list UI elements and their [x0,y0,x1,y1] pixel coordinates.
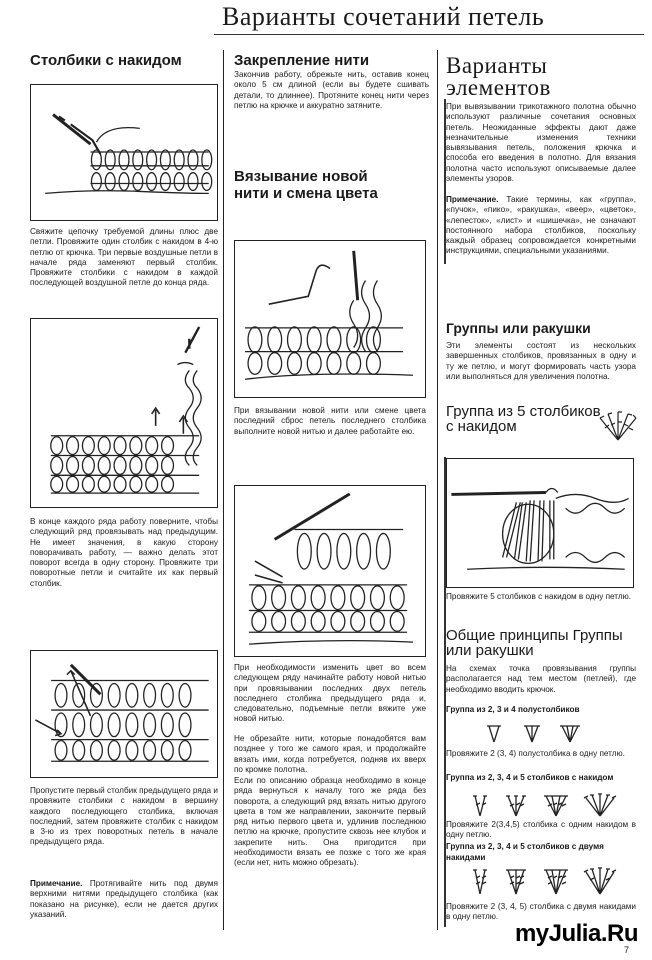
heading-principles: Общие принципы Группы или ракушки [446,627,623,659]
group-caption-dc: Провяжите 2(3,4,5) столбика с одним накидом в одну петлю. [446,820,636,840]
title-rule [214,34,644,35]
col2-paragraph-2: При вязывании новой нити или смене цвета последний сброс петель последнего столбика выполните новой нитью и далее работайте ею. [234,406,426,436]
note-label: Примечание. [30,879,83,888]
col2-paragraph-1: Закончив работу, обрежьте нить, оставив конец около 5 см длиной (если вы будете сшивать детали, то длиннее). Протяните конец нити через петлю на крючке и аккуратно затяните. [234,70,429,110]
logo-julia: Julia [548,920,601,947]
figure-double-crochet-3 [30,650,218,778]
heading-double-crochet: Столбики с накидом [30,52,182,69]
note-text: Протягивайте нить под двумя верхними нитями предыдущего столбика (как показано на рисунке), если не дается других указаний. [30,879,218,919]
col2-paragraph-3: При необходимости изменить цвет во всем следующем ряду начинайте работу новой нитью при провязывании последних двух петель последнего столбика предыдущего ряда и, следовательно, подъемные петли вяжите уже новой нитью. [234,663,426,724]
site-logo [515,920,638,948]
logo-my: my [514,920,549,947]
figure-color-change [234,485,426,657]
heading-group-5: Группа из 5 столбиков с накидом [446,403,601,435]
figure-group-5 [446,458,634,588]
group-label-half-dc: Группа из 2, 3 и 4 полустолбиков [446,705,580,714]
col3-note [446,195,636,257]
col2-paragraph-4: Не обрезайте нити, которые понадобятся вам позднее у того же самого края, и продолжайте вязать ими, когда потребуется, подняв их вверх по кромке полотна. [234,734,426,774]
figure-join-yarn [234,240,426,398]
principles-text: На схемах точка провязывания группы располагается над тем местом (петлей), где необходимо вводить крючок. [446,664,636,694]
group-5-symbol-icon [598,410,638,442]
col3-paragraph-1: При вывязывании трикотажного полотна обычно используют различные сочетания основных петель. Неожиданные эффекты дают даже незначительные изменения техники вывязывания петель, положения крючка и способа его введения в полотно. Для вязания полотна часто используют описываемые далее элементы узоров. [446,102,636,184]
group-caption-tr: Провяжите 2 (3, 4, 5) столбика с двумя накидами в одну петлю. [446,902,636,922]
half-dc-group-symbols-icon [486,722,586,744]
group-label-tr: Группа из 2, 3, 4 и 5 столбиков с двумя накидами [446,842,604,862]
heading-groups: Группы или ракушки [446,320,591,336]
col3-groups-text: Эти элементы состоят из нескольких завершенных столбиков, провязанных в одну и ту же петлю, и могут формировать часть узора или выполняться для увеличения полотна. [446,341,636,381]
tr-group-symbols-icon [472,866,622,896]
group-5-caption: Провяжите 5 столбиков с накидом в одну петлю. [446,592,632,601]
figure-double-crochet-1 [30,84,218,221]
note-label: Примечание. [446,195,499,204]
group-caption-half-dc: Провяжите 2 (3, 4) полустолбика в одну петлю. [446,749,625,758]
heading-element-variants: Варианты элементов [446,53,551,100]
col1-paragraph-2: В конце каждого ряда работу поверните, чтобы следующий ряд провязывать над предыдущим. Не имеет значения, в какую сторону поворачивать работу, — важно делать этот поворот всегда в одну сторону. Провяжите три поворотные петли и считайте их как первый столбик. [30,517,218,588]
group-label-dc: Группа из 2, 3, 4 и 5 столбиков с накидом [446,773,614,782]
col1-note [30,879,218,920]
dc-group-symbols-icon [472,792,622,818]
col1-paragraph-3: Пропустите первый столбик предыдущего ряда и провяжите столбики с накидом в вершину каждого последующего столбика, включая последний, затем провяжите столбик с накидом в 3-ю из трех поворотных петель в начале предыдущего ряда. [30,786,218,847]
logo-ru: .Ru [600,920,638,947]
col1-paragraph-1: Свяжите цепочку требуемой длины плюс две петли. Провяжите один столбик с накидом в 4-ю петлю от крючка. Три первые воздушные петли в начале ряда заменяют первый столбик. Провяжите столбики с накидом в каждой последующей воздушной петле до конца ряда. [30,227,218,288]
heading-fasten-off: Закрепление нити [234,52,370,69]
note-text: Такие термины, как «группа», «пучок», «пико», «ракушка», «веер», «цветок», «лепесток», «лист» и «шишечка», не означают постоянного набора столбиков, поскольку каждый образец сопровождается конкретными инструкциями, специальными указаниями. [446,195,636,256]
column-divider-1 [223,50,224,930]
page-number: 7 [624,945,630,955]
page-title: Варианты сочетаний петель [222,2,545,31]
col2-paragraph-5: Если по описанию образца необходимо в конце ряда вернуться к началу того же ряда без поворота, а следующий ряд вязать нитью другого цвета в том же направлении, закончите первый ряд нитью первого цвета и, удлинив последнюю петлю на крючке, пропустите сквозь нее клубок и закрепите нить. Она пригодится при необходимости вязать ее позже с того же края (если нет, нить можно обрезать). [234,776,426,868]
figure-double-crochet-2 [30,318,218,508]
column-divider-2 [437,50,438,930]
heading-join-yarn: Вязывание новой нити и смена цвета [234,168,378,202]
